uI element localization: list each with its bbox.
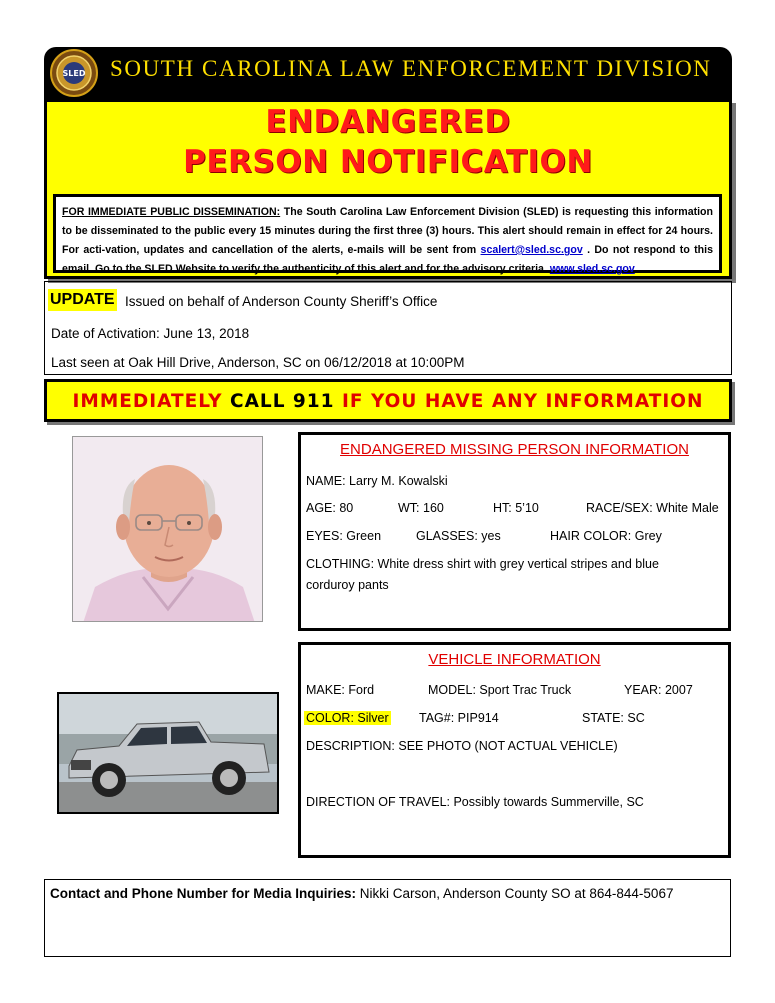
issued-on-behalf: Issued on behalf of Anderson County Sheriff’s Office [125, 294, 438, 309]
vehicle-tag: TAG#: PIP914 [419, 711, 499, 725]
person-glasses: GLASSES: yes [416, 529, 501, 543]
agency-title: SOUTH CAROLINA LAW ENFORCEMENT DIVISION [110, 56, 712, 81]
person-name: NAME: Larry M. Kowalski [306, 474, 448, 488]
person-height: HT: 5’10 [493, 501, 539, 515]
person-clothing-line1: CLOTHING: White dress shirt with grey vertical stripes and blue [306, 557, 659, 571]
direction-of-travel: DIRECTION OF TRAVEL: Possibly towards Summerville, SC [306, 795, 644, 809]
vehicle-state: STATE: SC [582, 711, 645, 725]
call-part-1: IMMEDIATELY [72, 391, 231, 412]
person-weight: WT: 160 [398, 501, 444, 515]
person-age: AGE: 80 [306, 501, 354, 515]
contact-label: Contact and Phone Number for Media Inquiries: [50, 886, 357, 901]
person-race-sex: RACE/SEX: White Male [586, 501, 719, 515]
missing-person-photo [72, 436, 263, 622]
svg-text:SLED: SLED [62, 69, 86, 78]
contact-value: Nikki Carson, Anderson County SO at 864-844-5067 [356, 886, 674, 901]
vehicle-color: COLOR: Silver [306, 711, 389, 725]
sled-seal-icon [50, 49, 98, 97]
call-part-2: CALL 911 [230, 391, 335, 412]
last-seen: Last seen at Oak Hill Drive, Anderson, SC on 06/12/2018 at 10:00PM [51, 355, 465, 370]
notice-lead: FOR IMMEDIATE PUBLIC DISSEMINATION: [62, 206, 281, 218]
alert-title-line1: ENDANGERED [265, 104, 511, 140]
notice-body-2: . Do not respond to this email. Go to the SLED Website to verify the authenticity of this alert and for the advisory criteria. [62, 244, 713, 275]
vehicle-info-title: VEHICLE INFORMATION [428, 651, 601, 668]
call-911-banner [44, 379, 732, 422]
vehicle-make: MAKE: Ford [306, 683, 375, 697]
person-clothing-line2: corduroy pants [306, 578, 389, 592]
person-hair-color: HAIR COLOR: Grey [550, 529, 662, 543]
person-eyes: EYES: Green [306, 529, 382, 543]
sled-website-link[interactable]: www.sled.sc.gov [549, 263, 635, 275]
media-contact [50, 886, 673, 901]
dissemination-notice [53, 194, 722, 273]
person-info-title: ENDANGERED MISSING PERSON INFORMATION [340, 441, 689, 458]
vehicle-year: YEAR: 2007 [624, 683, 693, 697]
notice-body-1: The South Carolina Law Enforcement Division (SLED) is requesting this information to be disseminated to the public every 15 minutes during the first three (3) hours. This alert should remain in effect for 24 hours. For acti-vation, updates and cancellation of the alerts, e-mails will be sent from [62, 206, 713, 256]
alert-email-link[interactable]: scalert@sled.sc.gov [480, 244, 583, 256]
vehicle-photo [57, 692, 279, 814]
call-part-3: IF YOU HAVE ANY INFORMATION [334, 391, 704, 412]
alert-title-line2: PERSON NOTIFICATION [183, 144, 593, 180]
vehicle-model: MODEL: Sport Trac Truck [428, 683, 572, 697]
activation-date: Date of Activation: June 13, 2018 [51, 326, 250, 341]
update-badge: UPDATE [48, 289, 117, 311]
vehicle-description: DESCRIPTION: SEE PHOTO (NOT ACTUAL VEHICLE) [306, 739, 618, 753]
